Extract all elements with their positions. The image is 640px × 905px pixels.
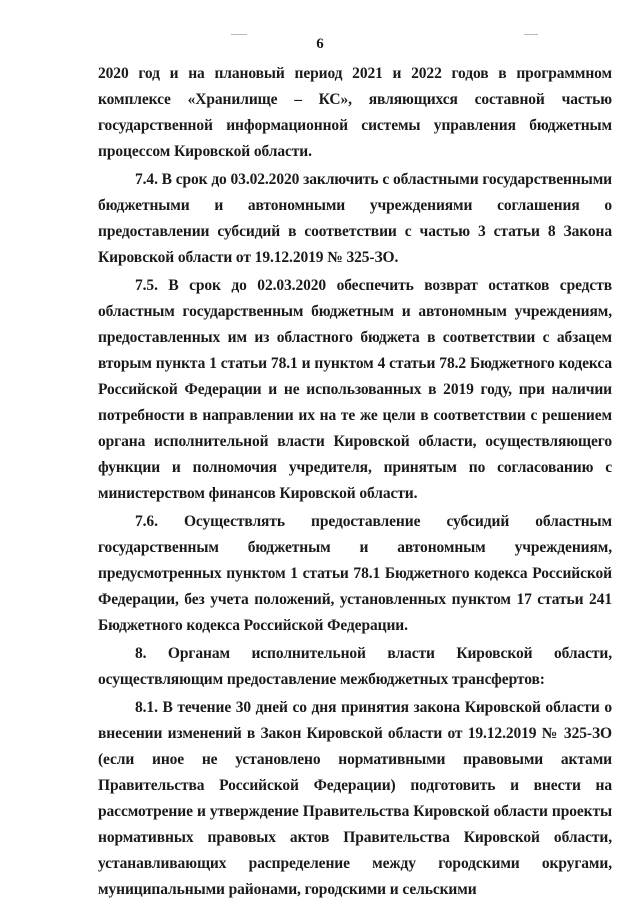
scan-artifact-mark	[524, 34, 538, 35]
paragraph-item-7-4: 7.4. В срок до 03.02.2020 заключить с областными государственными бюджетными и автономными учреждениями соглашения о предоставлении субсидий в соответствии с частью 3 статьи 8 Закона Кировской области от 19.12.2019 № 325-ЗО.	[98, 171, 612, 266]
paragraph-item-8-1: 8.1. В течение 30 дней со дня принятия закона Кировской области о внесении изменений в Закон Кировской области от 19.12.2019 № 325-ЗО (если иное не установлено нормативными правовыми актами Правительства Российской Федерации) подготовить и внести на рассмотрение и утверждение Правительства Кировской области проекты нормативных правовых актов Правительства Кировской области, устанавливающих распределение между городскими округами, муниципальными районами, городскими и сельскими	[98, 699, 612, 898]
page-number: 6	[316, 36, 324, 52]
paragraph-item-7-5: 7.5. В срок до 02.03.2020 обеспечить возврат остатков средств областным государственным бюджетным и автономным учреждениям, предоставленных им из областного бюджета в соответствии с абзацем вторым пункта 1 статьи 78.1 и пунктом 4 статьи 78.2 Бюджетного кодекса Российской Федерации и не использованных в 2019 году, при наличии потребности в направлении их на те же цели в соответствии с решением органа исполнительной власти Кировской области, осуществляющего функции и полномочия учредителя, принятым по согласованию с министерством финансов Кировской области.	[98, 277, 612, 502]
document-body	[98, 61, 612, 905]
scan-artifact-mark	[231, 34, 247, 35]
paragraph-item-8: 8. Органам исполнительной власти Кировской области, осуществляющим предоставление межбюджетных трансфертов:	[98, 645, 612, 688]
paragraph-continuation: 2020 год и на плановый период 2021 и 2022 годов в программном комплексе «Хранилище – КС», являющихся составной частью государственной информационной системы управления бюджетным процессом Кировской области.	[98, 65, 612, 160]
paragraph-item-7-6: 7.6. Осуществлять предоставление субсидий областным государственным бюджетным и автономным учреждениям, предусмотренных пунктом 1 статьи 78.1 Бюджетного кодекса Российской Федерации, без учета положений, установленных пунктом 17 статьи 241 Бюджетного кодекса Российской Федерации.	[98, 513, 612, 634]
